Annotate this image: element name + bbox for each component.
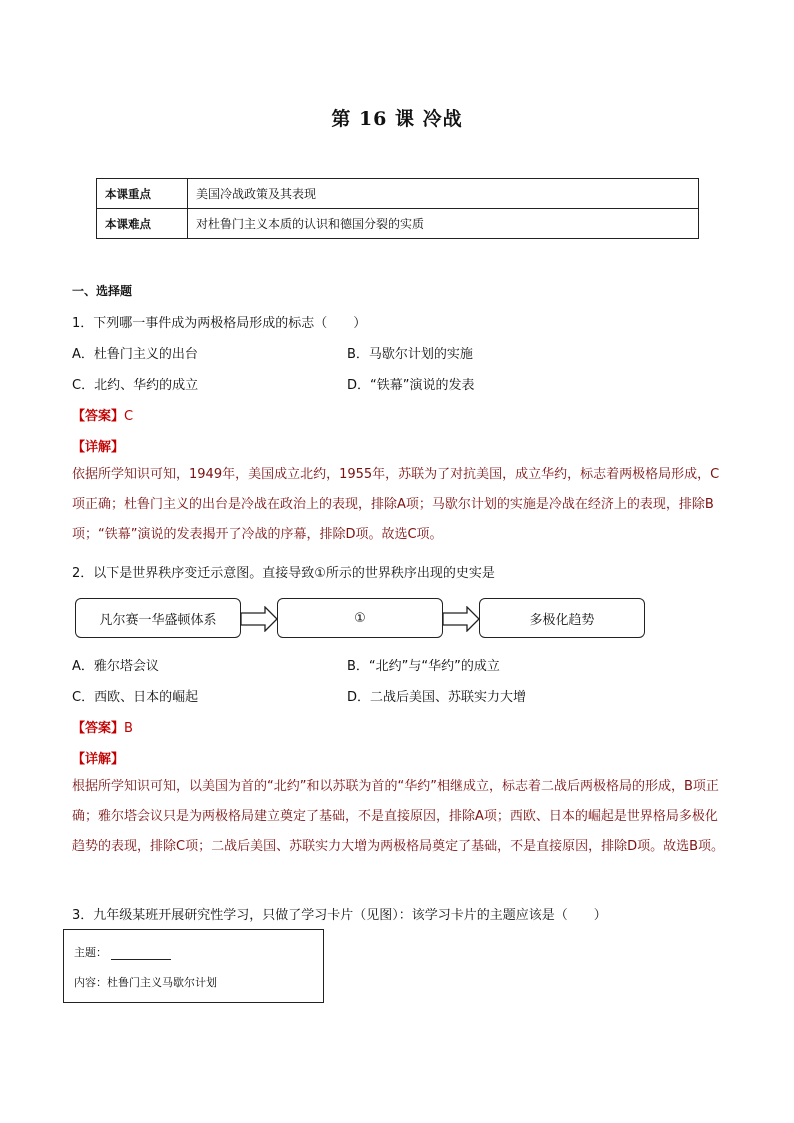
- study-card: [63, 929, 324, 1003]
- q2-detail-label: 【详解】: [72, 752, 125, 767]
- answer-value: C: [124, 409, 134, 424]
- answer-value: B: [124, 721, 133, 736]
- q2-explanation: 根据所学知识可知，以美国为首的“北约”和以苏联为首的“华约”相继成立，标志着二战后两极格局的形成，B项正确；雅尔塔会议只是为两极格局建立奠定了基础，不是直接原因，排除A项；西欧、日本的崛起是世界格局多极化趋势的表现，排除C项；二战后美国、苏联实力大增为两极格局奠定了基础，不是直接原因，排除D项。故选B项。: [72, 779, 725, 854]
- q2-answer: [72, 717, 133, 736]
- flow-box-multipolar: 多极化趋势: [479, 598, 645, 638]
- q2-option-a: A．雅尔塔会议: [72, 659, 159, 674]
- q2-option-d: D．二战后美国、苏联实力大增: [347, 690, 527, 705]
- arrow-right-icon: [443, 606, 481, 632]
- q1-detail-label: 【详解】: [72, 440, 125, 455]
- flow-box-circle-1: ①: [277, 598, 443, 638]
- question-2-stem: 2．以下是世界秩序变迁示意图。直接导致①所示的世界秩序出现的史实是: [72, 566, 495, 581]
- card-topic-row: [74, 944, 171, 960]
- question-3-stem: 3．九年级某班开展研究性学习，只做了学习卡片（见图）：该学习卡片的主题应该是（ ）: [72, 908, 607, 923]
- answer-label: 【答案】: [72, 409, 125, 424]
- card-topic-label: 主题：: [74, 946, 107, 959]
- section-heading: 一、选择题: [72, 284, 133, 298]
- focus-label: 本课重点: [97, 179, 188, 209]
- world-order-flow-diagram: [75, 598, 647, 642]
- difficulty-label: 本课难点: [97, 209, 188, 239]
- q2-option-c: C．西欧、日本的崛起: [72, 690, 199, 705]
- q2-option-b: B．“北约”与“华约”的成立: [347, 659, 500, 674]
- difficulty-value: 对杜鲁门主义本质的认识和德国分裂的实质: [188, 209, 699, 239]
- arrow-right-icon: [241, 606, 279, 632]
- table-row: [97, 179, 699, 209]
- table-row: [97, 209, 699, 239]
- answer-label: 【答案】: [72, 721, 125, 736]
- q1-option-b: B．马歇尔计划的实施: [347, 347, 473, 362]
- q1-option-c: C．北约、华约的成立: [72, 378, 199, 393]
- q1-explanation: 依据所学知识可知，1949年，美国成立北约，1955年，苏联为了对抗美国，成立华约，标志着两极格局形成，C项正确；杜鲁门主义的出台是冷战在政治上的表现，排除A项；马歇尔计划的实施是冷战在经济上的表现，排除B项；“铁幕”演说的发表揭开了冷战的序幕，排除D项。故选C项。: [72, 467, 720, 542]
- focus-value: 美国冷战政策及其表现: [188, 179, 699, 209]
- q1-option-d: D．“铁幕”演说的发表: [347, 378, 475, 393]
- card-content: 内容：杜鲁门主义马歇尔计划: [74, 976, 217, 989]
- lesson-focus-table: [96, 178, 699, 239]
- page-title: 第 16 课 冷战: [331, 108, 463, 130]
- question-1-stem: 1．下列哪一事件成为两极格局形成的标志（ ）: [72, 316, 367, 331]
- q1-answer: [72, 405, 133, 424]
- flow-box-versailles: 凡尔赛一华盛顿体系: [75, 598, 241, 638]
- topic-blank: [111, 947, 171, 960]
- q1-option-a: A．杜鲁门主义的出台: [72, 347, 198, 362]
